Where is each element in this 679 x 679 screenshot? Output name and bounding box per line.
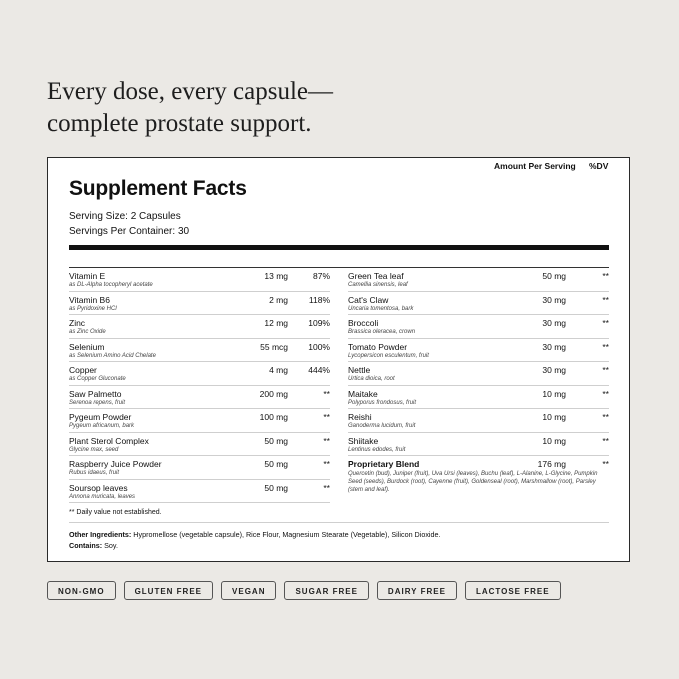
nutrient-source: as Pyridoxine HCl xyxy=(69,305,117,312)
nutrient-dv: ** xyxy=(602,412,609,422)
blend-dv: ** xyxy=(602,459,609,469)
nutrient-row xyxy=(348,386,609,410)
nutrient-amount: 10 mg xyxy=(542,412,566,422)
nutrient-name: Reishi xyxy=(348,412,372,422)
nutrient-amount: 30 mg xyxy=(542,318,566,328)
nutrient-amount: 55 mcg xyxy=(260,341,288,352)
nutrient-row xyxy=(69,409,330,433)
nutrient-name: Tomato Powder xyxy=(348,341,408,352)
servings-per-container: Servings Per Container: 30 xyxy=(69,226,190,237)
nutrient-row xyxy=(348,292,609,316)
nutrient-row xyxy=(69,292,330,316)
nutrient-amount: 50 mg xyxy=(264,459,288,469)
proprietary-blend-row xyxy=(348,456,609,501)
nutrient-name: Vitamin E xyxy=(69,271,106,281)
blend-description: Quercetin (bud), Juniper (fruit), Uva Ursi (leaves), Buchu (leaf), L-Alanine, L-Glycine, Pumpkin Seed (seeds), Burdock (root), Cayenne (fruit), Goldenseal (root), Marshmallow (root), Parsley (stem and leaf). xyxy=(348,471,598,493)
supplement-facts-panel xyxy=(47,157,630,562)
nutrient-row xyxy=(348,409,609,433)
nutrient-amount: 10 mg xyxy=(542,388,566,399)
nutrient-dv: ** xyxy=(602,435,609,446)
nutrient-dv: ** xyxy=(602,341,609,352)
nutrient-name: Saw Palmetto xyxy=(69,388,122,399)
nutrient-name: Vitamin B6 xyxy=(69,294,110,305)
serving-size: Serving Size: 2 Capsules xyxy=(69,211,181,222)
nutrient-source: Urtica dioica, root xyxy=(348,376,395,382)
nutrient-amount: 4 mg xyxy=(269,365,288,375)
dv-header: %DV xyxy=(589,161,609,171)
nutrient-row xyxy=(348,268,609,292)
nutrient-amount: 50 mg xyxy=(264,435,288,446)
nutrient-source: as DL-Alpha tocopheryl acetate xyxy=(69,282,153,288)
headline-line-1: Every dose, every capsule— xyxy=(47,78,333,105)
nutrient-dv: ** xyxy=(602,388,609,399)
nutrient-amount: 50 mg xyxy=(264,482,288,493)
nutrient-name: Cat's Claw xyxy=(348,294,389,305)
badge-sugar-free: SUGAR FREE xyxy=(284,581,368,600)
nutrient-row xyxy=(348,315,609,339)
nutrient-amount: 2 mg xyxy=(269,294,288,305)
nutrient-amount: 12 mg xyxy=(264,318,288,328)
daily-value-note: ** Daily value not established. xyxy=(69,509,162,516)
nutrient-row xyxy=(69,433,330,457)
nutrient-source: Uncaria tomentosa, bark xyxy=(348,305,414,312)
nutrient-source: Brassica oleracea, crown xyxy=(348,329,416,335)
nutrient-dv: 109% xyxy=(308,318,330,328)
nutrient-dv: ** xyxy=(602,271,609,281)
nutrient-row xyxy=(69,480,330,504)
nutrient-dv: 100% xyxy=(308,341,330,352)
other-ingredients-label: Other Ingredients: xyxy=(69,530,132,539)
headline xyxy=(47,76,333,140)
nutrient-source: as Selenium Amino Acid Chelate xyxy=(69,352,156,359)
nutrient-column-left xyxy=(69,268,330,503)
amount-per-serving-header: Amount Per Serving xyxy=(494,161,576,171)
nutrient-row xyxy=(69,456,330,480)
nutrient-name: Maitake xyxy=(348,388,378,399)
nutrient-amount: 50 mg xyxy=(542,271,566,281)
nutrient-name: Broccoli xyxy=(348,318,379,328)
nutrient-name: Raspberry Juice Powder xyxy=(69,459,162,469)
badge-vegan: VEGAN xyxy=(221,581,276,600)
nutrient-dv: 444% xyxy=(308,365,330,375)
headline-line-2: complete prostate support. xyxy=(47,110,312,137)
nutrient-source: Polyporus frondosus, fruit xyxy=(348,399,417,406)
nutrient-name: Green Tea leaf xyxy=(348,271,404,281)
nutrient-name: Zinc xyxy=(69,318,86,328)
nutrient-source: Ganoderma lucidum, fruit xyxy=(348,423,416,429)
nutrient-source: as Zinc Oxide xyxy=(69,329,106,335)
nutrient-name: Pygeum Powder xyxy=(69,412,132,422)
badge-non-gmo: NON-GMO xyxy=(47,581,116,600)
nutrient-amount: 30 mg xyxy=(542,365,566,375)
badge-gluten-free: GLUTEN FREE xyxy=(124,581,213,600)
nutrient-source: Serenoa repens, fruit xyxy=(69,399,126,406)
nutrient-row xyxy=(348,362,609,386)
nutrient-row xyxy=(69,268,330,292)
footer-divider xyxy=(69,522,609,523)
nutrient-source: as Copper Gluconate xyxy=(69,376,126,382)
nutrient-name: Plant Sterol Complex xyxy=(69,435,149,446)
nutrient-amount: 30 mg xyxy=(542,341,566,352)
nutrient-name: Shiitake xyxy=(348,435,379,446)
nutrient-dv: ** xyxy=(323,459,330,469)
nutrient-column-right xyxy=(348,268,609,501)
nutrient-row xyxy=(348,433,609,457)
nutrient-amount: 100 mg xyxy=(259,412,288,422)
nutrient-name: Soursop leaves xyxy=(69,482,128,493)
nutrient-row xyxy=(69,315,330,339)
nutrient-dv: ** xyxy=(602,318,609,328)
nutrient-row xyxy=(348,339,609,363)
panel-title: Supplement Facts xyxy=(69,177,247,200)
nutrient-row xyxy=(69,362,330,386)
nutrient-source: Lycopersicon esculentum, fruit xyxy=(348,352,429,359)
nutrient-name: Selenium xyxy=(69,341,105,352)
badge-list xyxy=(47,581,561,600)
nutrient-dv: ** xyxy=(323,388,330,399)
badge-lactose-free: LACTOSE FREE xyxy=(465,581,561,600)
nutrient-source: Pygeum africanum, bark xyxy=(69,423,135,429)
badge-dairy-free: DAIRY FREE xyxy=(377,581,457,600)
nutrient-dv: 118% xyxy=(308,294,330,305)
nutrient-source: Camellia sinensis, leaf xyxy=(348,282,408,288)
nutrient-amount: 30 mg xyxy=(542,294,566,305)
contains-value: Soy. xyxy=(102,541,118,550)
thick-divider xyxy=(69,245,609,250)
nutrient-dv: ** xyxy=(323,482,330,493)
nutrient-source: Rubus idaeus, fruit xyxy=(69,470,120,476)
nutrient-amount: 200 mg xyxy=(259,388,288,399)
nutrient-source: Glycine max, seed xyxy=(69,446,119,453)
nutrient-dv: ** xyxy=(602,365,609,375)
nutrient-dv: 87% xyxy=(312,271,330,281)
nutrient-name: Copper xyxy=(69,365,97,375)
nutrient-amount: 10 mg xyxy=(542,435,566,446)
nutrient-row xyxy=(69,386,330,410)
contains-label: Contains: xyxy=(69,541,103,550)
nutrient-name: Nettle xyxy=(348,365,371,375)
other-ingredients-value: Hypromellose (vegetable capsule), Rice Flour, Magnesium Stearate (Vegetable), Silicon Dioxide. xyxy=(131,530,441,539)
blend-name: Proprietary Blend xyxy=(348,459,420,469)
blend-amount: 176 mg xyxy=(537,459,566,469)
serving-info xyxy=(69,209,189,239)
other-ingredients xyxy=(69,529,441,551)
nutrient-source: Lentinus edodes, fruit xyxy=(348,446,406,453)
nutrient-row xyxy=(69,339,330,363)
nutrient-dv: ** xyxy=(323,412,330,422)
nutrient-amount: 13 mg xyxy=(264,271,288,281)
nutrient-dv: ** xyxy=(602,294,609,305)
nutrient-dv: ** xyxy=(323,435,330,446)
nutrient-source: Annona muricata, leaves xyxy=(69,493,136,500)
